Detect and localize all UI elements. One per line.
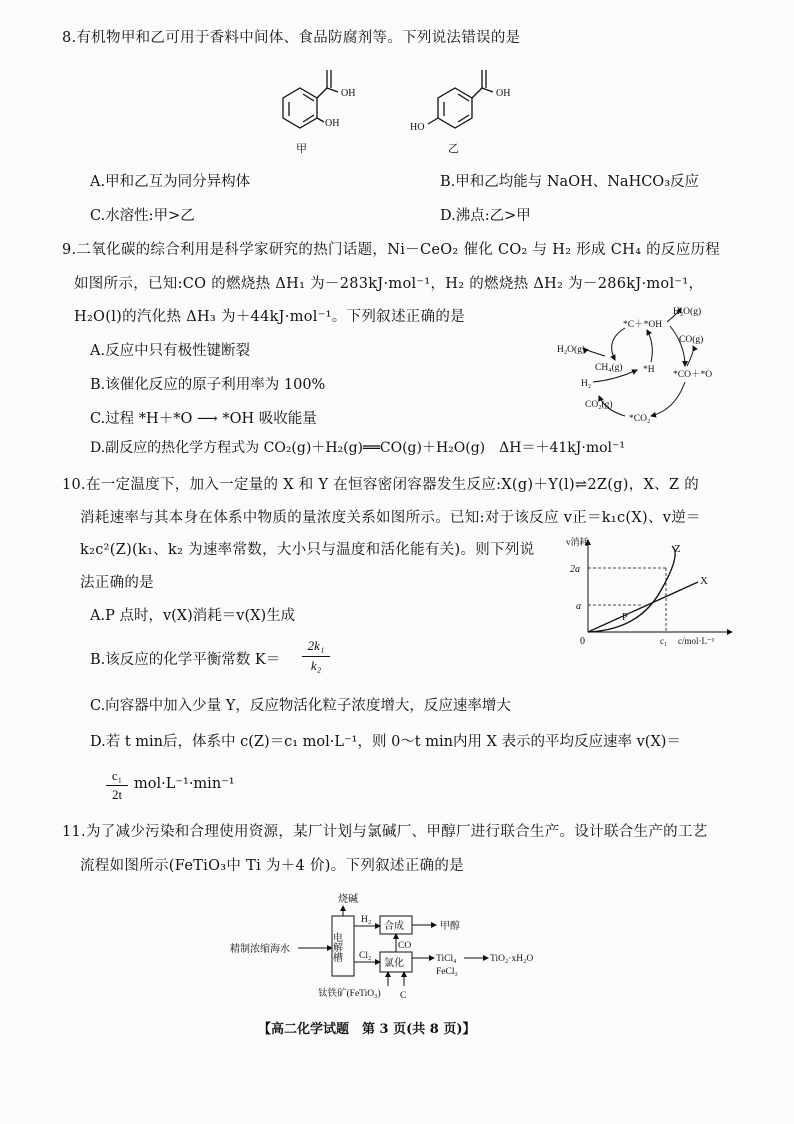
q10-option-d-line1: D.若 t min后，体系中 c(Z)＝c₁ mol·L⁻¹，则 0～t min内用 X 表示的平均反应速率 v(X)＝ — [90, 734, 681, 750]
q10-stem-line4: 法正确的是 — [80, 575, 154, 591]
q9-reaction-cycle-diagram — [555, 300, 715, 430]
jia-oh-label: OH — [325, 118, 340, 129]
flow-tio2: TiO₂·xH₂O — [490, 954, 534, 964]
q10-stem-line1: 10.在一定温度下，加入一定量的 X 和 Y 在恒容密闭容器发生反应:X(g)＋Y(l)⇌2Z(g)，X、Z 的 — [62, 477, 700, 493]
q10-option-a: A.P 点时，v(X)消耗＝v(X)生成 — [90, 608, 296, 624]
q10-option-b — [90, 648, 280, 669]
flow-hecheng: 合成 — [384, 921, 404, 932]
q11-stem-line1: 11.为了减少污染和合理使用资源，某厂计划与氯碱厂、甲醇厂进行联合生产。设计联合生产的工艺 — [62, 824, 708, 840]
q11-stem-line2: 流程如图所示(FeTiO₃中 Ti 为＋4 价)。下列叙述正确的是 — [80, 858, 464, 874]
q10-option-b-fraction-bar — [302, 656, 330, 657]
flow-ore: 钛铁矿(FeTiO₃) — [318, 989, 381, 999]
q9-stem-line2: 如图所示，已知:CO 的燃烧热 ΔH₁ 为－283kJ·mol⁻¹，H₂ 的燃烧热 ΔH₂ 为－286kJ·mol⁻¹， — [74, 276, 704, 292]
cycle-h2o-left: H₂O(g) — [557, 345, 586, 355]
q9-option-d: D.副反应的热化学方程式为 CO₂(g)＋H₂(g)══CO(g)＋H₂O(g) ΔH＝＋41kJ·mol⁻¹ — [90, 440, 625, 456]
q10-option-d-denominator: 2t — [111, 787, 123, 802]
chart-curve-z — [588, 546, 675, 632]
q10-option-d-numerator: c₁ — [111, 768, 123, 783]
cycle-h2o-top: H₂O(g) — [673, 307, 702, 317]
chart-label-z: Z — [674, 543, 681, 555]
chart-y-tick-a: a — [576, 601, 581, 612]
cycle-co2-ads: *CO₂ — [629, 414, 651, 424]
flow-cl2: Cl₂ — [359, 951, 372, 961]
flow-seawater: 精制浓缩海水 — [230, 944, 290, 955]
q10-option-c: C.向容器中加入少量 Y，反应物活化粒子浓度增大，反应速率增大 — [90, 698, 511, 714]
yi-oh-label: HO — [410, 122, 425, 133]
chart-y-label: v消耗 — [566, 537, 589, 547]
chart-y-tick-2a: 2a — [570, 564, 580, 575]
jia-name: 甲 — [296, 143, 307, 155]
chart-label-p: P — [622, 612, 628, 623]
q8-stem: 8.有机物甲和乙可用于香料中间体、食品防腐剂等。下列说法错误的是 — [62, 30, 521, 46]
q10-stem-line2: 消耗速率与其本身在体系中物质的量浓度关系如图所示。已知:对于该反应 v正＝k₁c(X)、v逆＝ — [80, 510, 701, 526]
q10-option-d-fraction-bar — [106, 785, 128, 786]
flow-c: C — [400, 991, 407, 1001]
q8-option-d: D.沸点:乙>甲 — [440, 208, 531, 224]
cycle-co-g: CO(g) — [679, 335, 704, 345]
cycle-c-oh: *C＋*OH — [623, 320, 663, 330]
chart-origin: 0 — [580, 636, 585, 647]
q8-option-a: A.甲和乙互为同分异构体 — [90, 174, 251, 190]
flow-ticl4: TiCl₄ — [436, 954, 457, 964]
flow-co: CO — [398, 941, 412, 951]
chart-x-label: c/mol·L⁻¹ — [678, 636, 715, 646]
chart-line-x — [588, 582, 698, 632]
flow-lvhua: 氯化 — [384, 958, 404, 969]
flow-methanol: 甲醇 — [440, 921, 460, 932]
q8-structures — [270, 58, 540, 158]
cycle-co2-g: CO₂(g) — [585, 400, 613, 410]
q10-option-b-numerator: 2k₁ — [307, 638, 325, 653]
cycle-co-o: *CO＋*O — [673, 370, 713, 380]
q9-stem-line1: 9.二氧化碳的综合利用是科学家研究的热门话题，Ni－CeO₂ 催化 CO₂ 与 H₂ 形成 CH₄ 的反应历程 — [62, 242, 721, 258]
q9-option-c: C.过程 *H＋*O ⟶ *OH 吸收能量 — [90, 411, 317, 427]
flow-shaojian: 烧碱 — [338, 894, 358, 905]
q10-stem-line3: k₂c²(Z)(k₁、k₂ 为速率常数，大小只与温度和活化能有关)。则下列说 — [80, 542, 535, 558]
q10-option-b-denominator: k₂ — [310, 658, 322, 673]
q10-rate-chart — [560, 532, 740, 652]
q8-option-b: B.甲和乙均能与 NaOH、NaHCO₃反应 — [440, 174, 700, 190]
q9-option-a: A.反应中只有极性键断裂 — [90, 343, 251, 359]
page-footer: 【高二化学试题 第 3 页(共 8 页)】 — [258, 1022, 476, 1037]
chart-label-x: X — [700, 575, 708, 587]
flow-h2: H₂ — [361, 915, 372, 925]
cycle-ch4: CH₄(g) — [595, 363, 623, 373]
q10-option-b-prefix: B.该反应的化学平衡常数 K＝ — [90, 652, 281, 668]
cycle-h-center: *H — [643, 365, 655, 375]
q9-stem-line3: H₂O(l)的汽化热 ΔH₃ 为＋44kJ·mol⁻¹。下列叙述正确的是 — [74, 309, 465, 325]
yi-name: 乙 — [448, 143, 459, 155]
q9-option-b: B.该催化反应的原子利用率为 100% — [90, 377, 326, 393]
flow-fecl3: FeCl₃ — [436, 967, 458, 977]
q10-option-d-unit: mol·L⁻¹·min⁻¹ — [134, 776, 235, 792]
jia-cooh-label: OH — [341, 88, 356, 99]
cycle-h2: H₂ — [581, 379, 592, 389]
molecule-yi — [428, 70, 493, 128]
chart-x-tick-c1: c₁ — [660, 636, 668, 646]
yi-cooh-label: OH — [496, 88, 511, 99]
q11-process-flow-diagram — [228, 890, 568, 1002]
flow-cell-label: 电解槽 — [330, 932, 342, 962]
q8-option-c: C.水溶性:甲>乙 — [90, 208, 195, 224]
